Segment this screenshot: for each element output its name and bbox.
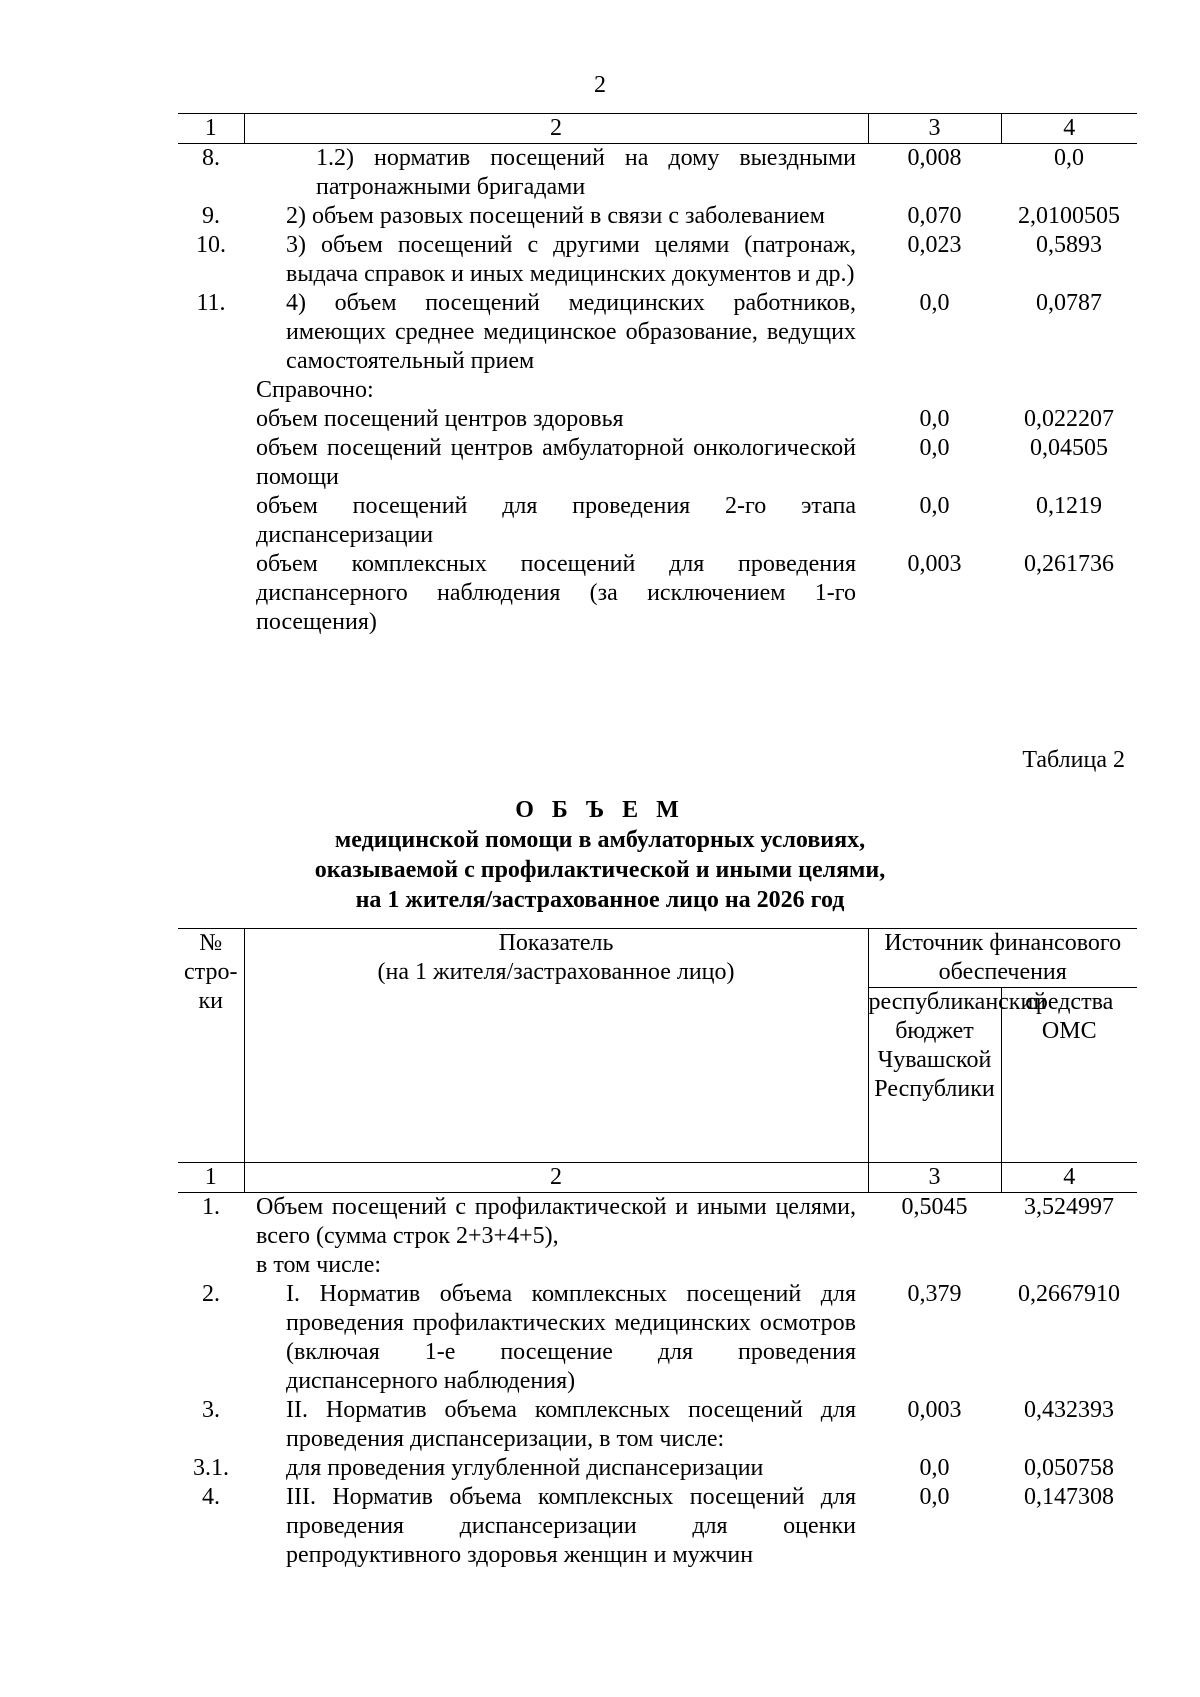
table-row (178, 1483, 1137, 1570)
column-number: 1 (178, 1163, 244, 1193)
row-indicator: Объем посещений с профилактической и иными целями, всего (сумма строк 2+3+4+5), (256, 1194, 856, 1249)
budget-value: 0,0 (919, 406, 950, 432)
oms-value: 0,147308 (1024, 1484, 1114, 1510)
row-number: 3.1. (193, 1455, 229, 1481)
row-number-header: № стро-ки (178, 929, 244, 1163)
row-number: 3. (202, 1397, 220, 1423)
table-row (178, 1396, 1137, 1454)
funding-source-header: Источник финансового обеспечения (868, 929, 1137, 988)
indicator-header (244, 929, 868, 1163)
table-row (178, 231, 1137, 289)
row-number: 4. (202, 1484, 220, 1510)
table-row (178, 492, 1137, 550)
row-number: 2. (202, 1281, 220, 1307)
oms-value: 0,261736 (1024, 551, 1114, 577)
column-number: 1 (178, 114, 244, 144)
oms-value: 0,0787 (1036, 290, 1102, 316)
row-number: 8. (202, 145, 220, 171)
page-title: О Б Ъ Е М (515, 797, 685, 823)
budget-value: 0,023 (907, 232, 962, 258)
budget-value: 0,379 (907, 1281, 962, 1307)
indicator-header-subtitle: (на 1 жителя/застрахованное лицо) (377, 959, 735, 985)
budget-value: 0,0 (919, 493, 950, 519)
oms-value: 0,050758 (1024, 1455, 1114, 1481)
table-row (178, 1454, 1137, 1483)
table-row (178, 144, 1137, 203)
page-number: 2 (594, 72, 606, 98)
budget-value: 0,008 (907, 145, 962, 171)
column-number: 2 (244, 114, 868, 144)
continuation-table (178, 113, 1137, 637)
indicator-header-title: Показатель (498, 930, 614, 956)
oms-value: 2,0100505 (1018, 203, 1120, 229)
budget-value: 0,0 (919, 1455, 950, 1481)
table-row (178, 202, 1137, 231)
column-number-row (178, 1163, 1137, 1193)
oms-value: 0,2667910 (1018, 1281, 1120, 1307)
row-indicator: 3) объем посещений с другими целями (патронаж, выдача справок и иных медицинских документов и др.) (286, 232, 856, 287)
row-number: 1. (202, 1194, 220, 1220)
budget-value: 0,0 (919, 435, 950, 461)
row-indicator: 2) объем разовых посещений в связи с заболеванием (286, 203, 825, 229)
reference-label: Справочно: (256, 377, 374, 403)
title-line: оказываемой с профилактической и иными целями, (314, 857, 886, 883)
column-number-row (178, 114, 1137, 144)
table-row (178, 550, 1137, 637)
budget-value (868, 1251, 1001, 1280)
title-block (0, 795, 1200, 915)
oms-value: 0,5893 (1036, 232, 1102, 258)
reference-indicator: объем посещений для проведения 2-го этапа диспансеризации (256, 493, 856, 548)
row-number: 10. (196, 232, 226, 258)
row-indicator: 1.2) норматив посещений на дому выездными патронажными бригадами (316, 145, 856, 200)
oms-value: 0,04505 (1030, 435, 1108, 461)
oms-value: 0,1219 (1036, 493, 1102, 519)
row-number: 11. (196, 290, 226, 316)
row-indicator: в том числе: (256, 1252, 382, 1278)
table-row (178, 405, 1137, 434)
oms-header: средства ОМС (1025, 989, 1114, 1044)
reference-indicator: объем комплексных посещений для проведения диспансерного наблюдения (за исключением 1-го посещения) (256, 551, 856, 635)
table-row (178, 434, 1137, 492)
row-indicator: для проведения углубленной диспансеризации (286, 1455, 764, 1481)
table-label: Таблица 2 (1022, 747, 1125, 773)
budget-value: 0,003 (907, 551, 962, 577)
oms-value: 0,0 (1054, 145, 1084, 171)
column-number: 3 (868, 1163, 1001, 1193)
table-row (178, 1280, 1137, 1396)
table-row (178, 289, 1137, 376)
row-indicator: II. Норматив объема комплексных посещений для проведения диспансеризации, в том числе: (286, 1397, 856, 1452)
header-row (178, 929, 1137, 988)
reference-indicator: объем посещений центров амбулаторной онкологической помощи (256, 435, 856, 490)
oms-value: 0,022207 (1024, 406, 1114, 432)
column-number: 4 (1001, 114, 1137, 144)
budget-value: 0,0 (919, 290, 950, 316)
budget-value: 0,0 (919, 1484, 950, 1510)
row-indicator: III. Норматив объема комплексных посещений для проведения диспансеризации для оценки репродуктивного здоровья женщин и мужчин (286, 1484, 856, 1568)
budget-header: республиканский бюджет Чувашской Республики (868, 988, 1001, 1163)
oms-value: 0,432393 (1024, 1397, 1114, 1423)
oms-value (1001, 1251, 1137, 1280)
column-number: 4 (1001, 1163, 1137, 1193)
budget-value: 0,003 (907, 1397, 962, 1423)
row-indicator: 4) объем посещений медицинских работников, имеющих среднее медицинское образование, ведущих самостоятельный прием (286, 290, 856, 374)
table-row (178, 1193, 1137, 1252)
table-row (178, 1251, 1137, 1280)
column-number: 3 (868, 114, 1001, 144)
reference-label-row (178, 376, 1137, 405)
budget-value: 0,070 (907, 203, 962, 229)
row-indicator: I. Норматив объема комплексных посещений для проведения профилактических медицинских осмотров (включая 1-е посещение для проведения диспансерного наблюдения) (286, 1281, 856, 1394)
column-number: 2 (244, 1163, 868, 1193)
reference-indicator: объем посещений центров здоровья (256, 406, 624, 432)
row-number: 9. (202, 203, 220, 229)
title-line: на 1 жителя/застрахованное лицо на 2026 год (355, 887, 845, 913)
volume-table (178, 928, 1137, 1570)
budget-value: 0,5045 (901, 1194, 968, 1220)
title-line: медицинской помощи в амбулаторных условиях, (334, 827, 866, 853)
row-number (178, 1251, 244, 1280)
oms-value: 3,524997 (1024, 1194, 1114, 1220)
